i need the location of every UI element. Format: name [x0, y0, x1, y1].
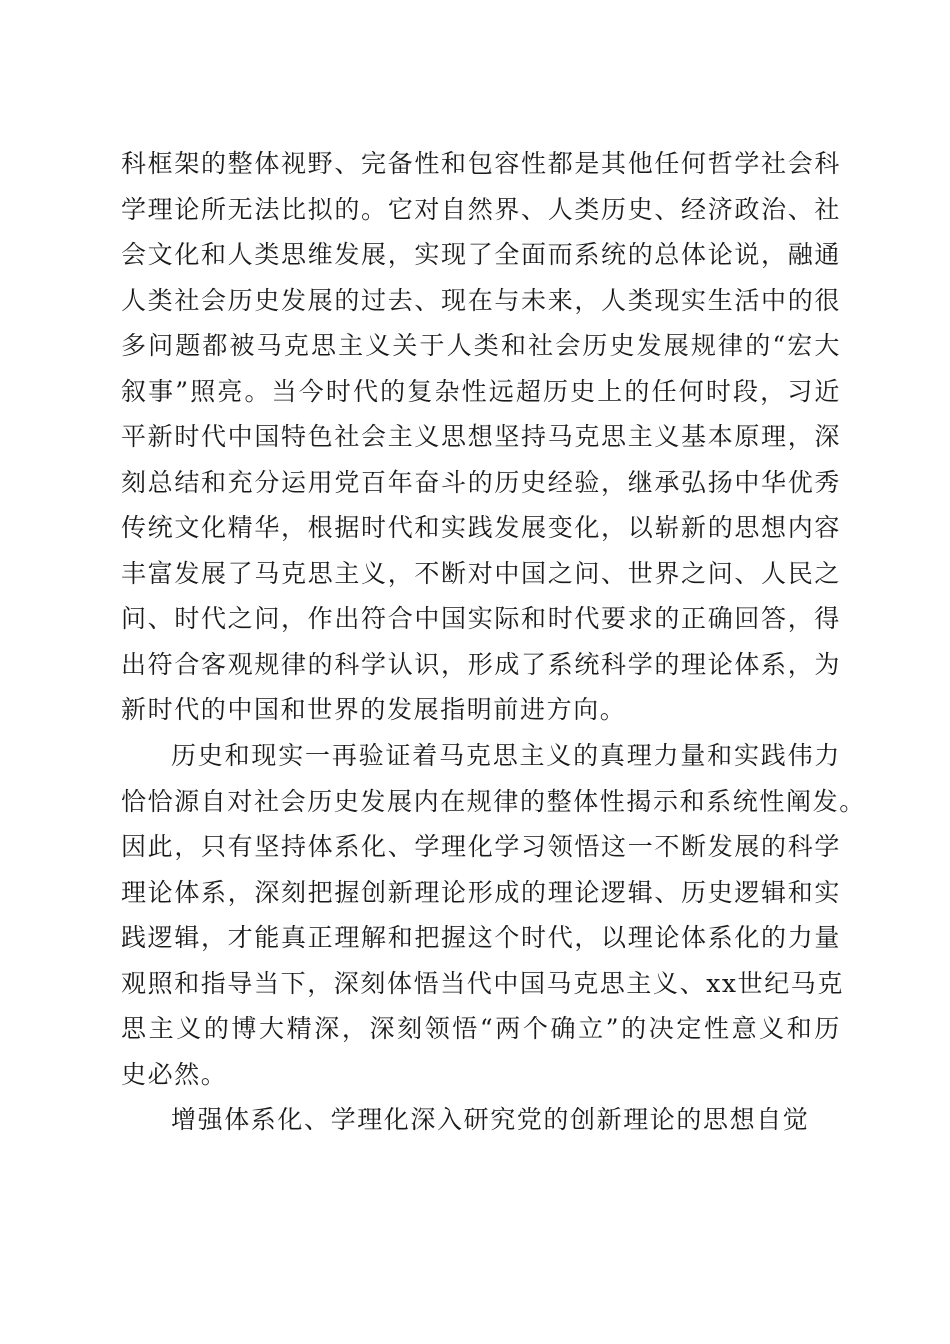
- paragraph-line: 刻总结和充分运用党百年奋斗的历史经验，继承弘扬中华优秀: [121, 467, 841, 497]
- paragraph-line: 新时代的中国和世界的发展指明前进方向。: [121, 695, 627, 724]
- paragraph-line: 平新时代中国特色社会主义思想坚持马克思主义基本原理，深: [121, 422, 841, 451]
- paragraph-line: 丰富发展了马克思主义，不断对中国之问、世界之问、人民之: [121, 558, 841, 588]
- paragraph-line: 史必然。: [121, 1059, 228, 1089]
- paragraph-line: 会文化和人类思维发展，实现了全面而系统的总体论说，融通: [121, 240, 841, 269]
- section-heading: [121, 1097, 841, 1143]
- paragraph-line: 恰恰源自对社会历史发展内在规律的整体性揭示和系统性阐发。: [121, 786, 866, 816]
- paragraph-line: 多问题都被马克思主义关于人类和社会历史发展规律的“宏大: [121, 331, 841, 360]
- paragraph-line: 因此，只有坚持体系化、学理化学习领悟这一不断发展的科学: [121, 832, 841, 861]
- paragraph-line: 践逻辑，才能真正理解和把握这个时代，以理论体系化的力量: [121, 923, 841, 952]
- paragraph-line: 出符合客观规律的科学认识，形成了系统科学的理论体系，为: [121, 649, 841, 679]
- paragraph-line: 观照和指导当下，深刻体悟当代中国马克思主义、xx世纪马克: [121, 968, 845, 998]
- paragraph-line: 传统文化精华，根据时代和实践发展变化，以崭新的思想内容: [121, 513, 841, 542]
- paragraph-1: [121, 141, 841, 733]
- paragraph-line: 叙事”照亮。当今时代的复杂性远超历史上的任何时段，习近: [121, 376, 841, 406]
- section-heading-text: 增强体系化、学理化深入研究党的创新理论的思想自觉: [171, 1105, 810, 1134]
- paragraph-line: 思主义的博大精深，深刻领悟“两个确立”的决定性意义和历: [121, 1014, 841, 1043]
- paragraph-2: [121, 733, 866, 1097]
- paragraph-line: 问、时代之问，作出符合中国实际和时代要求的正确回答，得: [121, 604, 841, 633]
- paragraph-line: 理论体系，深刻把握创新理论形成的理论逻辑、历史逻辑和实: [121, 877, 841, 907]
- paragraph-line: 历史和现实一再验证着马克思主义的真理力量和实践伟力: [171, 741, 841, 770]
- paragraph-line: 人类社会历史发展的过去、现在与未来，人类现实生活中的很: [121, 285, 841, 315]
- paragraph-line: 科框架的整体视野、完备性和包容性都是其他任何哲学社会科: [121, 149, 841, 178]
- paragraph-line: 学理论所无法比拟的。它对自然界、人类历史、经济政治、社: [121, 194, 841, 224]
